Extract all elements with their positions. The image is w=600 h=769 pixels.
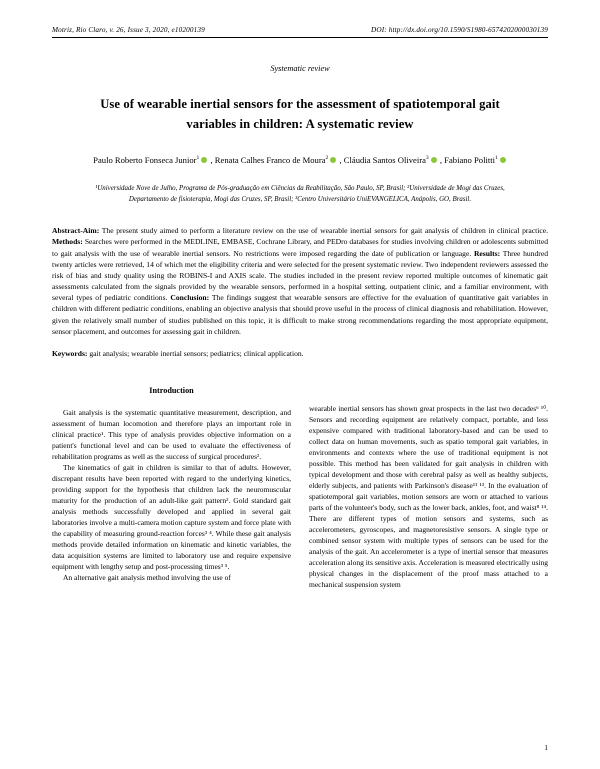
paragraph: An alternative gait analysis method involving the use of (63, 572, 231, 582)
page-number: 1 (544, 743, 548, 752)
page-title: Use of wearable inertial sensors for the assessment of spatiotemporal gait variables in children: A systematic review (100, 97, 500, 131)
author-name[interactable]: Fabiano Politti (444, 155, 496, 166)
header-divider (52, 37, 548, 38)
abstract-results-text: Three hundred twenty articles were retrieved, 14 of which met the eligibility criteria and were selected for the present systematic review. Two independent reviewers assessed the risk of bias and study quality using the ROBINS-I and AXIS scale. The studies included in the present review reported multiple outcomes of kinematic gait assessments calculated from the signals provided by the wearable sensors, performed in a hospital setting, outpatient clinic, and a familiar environment, with several types of pediatric conditions. (52, 248, 549, 303)
paragraph: wearable inertial sensors has shown great prospects in the last two decades⁶ ¹⁰. Sensors and recording equipment are relatively compact, portable, and less expensive compared with traditional laboratory-based and can be used to collect data on human movements, such as spatio temporal gait variables, in environments and contexts where the use of traditional equipment is not possible. This method has been validated for gait analysis in children with typical development and those with cerebral palsy as well as healthy subjects, elderly subjects, and patients with Parkinson's disease¹¹ ¹³. In the evaluation of spatiotemporal gait variables, motion sensors are worn or attached to various parts of the volunteer's body, such as the lower back, ankles, foot, and waist⁸ ¹⁴. There are different types of motion sensors and systems, such as accelerometers, gyroscopes, and magnetoresistive sensors. A single type or combined sensor system with multiple types of sensors can be used for the analysis of the gait. An accelerometer is a type of inertial sensor that measures acceleration along its sensitive axis. Acceleration is measured electrically using physical changes in the displacement of the proof mass attached to a mechanical suspension system (309, 403, 548, 589)
abstract-aim-label: Abstract-Aim: (52, 226, 100, 236)
author-separator-3: , (439, 155, 443, 166)
body-column-right (309, 385, 548, 591)
column-top-spacer (309, 385, 548, 404)
author-name[interactable]: Cláudia Santos Oliveira (343, 155, 426, 166)
abstract (52, 225, 548, 337)
journal-reference: Motriz, Rio Claro, v. 26, Issue 3, 2020, e10200139 (52, 26, 205, 34)
abstract-results-label: Results: (473, 248, 501, 258)
abstract-methods-text: Searches were performed in the MEDLINE, EMBASE, Cochrane Library, and PEDro databases for studies involving children or adolescents submitted to gait analysis with the use of wearable inertial sensors. No restrictions were imposed regarding the date of publication or language. (52, 237, 548, 258)
abstract-conclusion-text: The findings suggest that wearable sensors are effective for the evaluation of quantitative gait variables in children with different pediatric conditions, enabling an objective analysis that should prove useful in the process of clinical diagnosis and rehabilitation. However, given the relatively small number of studies published on this topic, it is difficult to make strong recommendations regarding the most appropriate equipment, sensor placement, and outcomes for assessing gait in children. (52, 293, 549, 336)
keywords (52, 348, 548, 359)
orcid-icon[interactable] (201, 157, 207, 163)
author-separator-2: , (339, 155, 342, 166)
author-name[interactable]: Paulo Roberto Fonseca Junior (93, 155, 197, 166)
author-entry-2 (215, 155, 340, 165)
author-affiliation-marker: 3 (425, 155, 429, 162)
author-entry-4 (444, 155, 507, 165)
affiliations: ¹Universidade Nove de Julho, Programa de Pós-graduação em Ciências da Reabilitação, São Paulo, SP, Brasil; ²Universidade de Mogi das Cruzes, Departamento de fisioterapia, Mogi das Cruzes, SP, Brasil; ³Centro Universitário UniEVANGELICA, Anápolis, GO, Brasil. (95, 184, 505, 204)
body-columns (52, 385, 548, 591)
keywords-label: Keywords: (52, 348, 88, 358)
abstract-conclusion-label: Conclusion: (170, 293, 210, 303)
author-entry-3 (343, 155, 443, 166)
author-name[interactable]: Renata Calhes Franco de Moura (214, 155, 326, 166)
running-head (52, 26, 548, 34)
author-affiliation-marker: 1 (495, 155, 498, 162)
author-list (58, 154, 542, 167)
article-type-label: Systematic review (270, 64, 330, 73)
abstract-methods-label: Methods: (52, 237, 83, 247)
paragraph: The kinematics of gait in children is similar to that of adults. However, discrepant results have been reported with regard to the underlying kinetics, providing support for the hypothesis that children lack the neuromuscular maturity for the production of an adult-like gait pattern². Gold standard gait analysis methods successfully developed and applied in several gait laboratories involve a multi-camera motion capture system and force plate with the capability of measuring ground-reaction forces³ ⁴. While these gait analysis methods provide detailed information on kinematic and kinetic variables, the data acquisition systems are limited to laboratory use and require expensive equipment with lengthy setup and post-processing times³ ⁵. (52, 462, 291, 571)
orcid-icon[interactable] (431, 157, 437, 163)
abstract-aim-text: The present study aimed to perform a literature review on the use of wearable inertial sensors for gait analysis of children in clinical practice. (99, 226, 548, 236)
body-column-left (52, 385, 291, 591)
author-entry-1 (93, 155, 213, 166)
paragraph: Gait analysis is the systematic quantitative measurement, description, and assessment of human locomotion and therefore plays an important role in clinical practice¹. This type of analysis provides objective information on a patient's functional level and can be used to evaluate the effectiveness of rehabilitation programs as well as the success of surgical procedures². (52, 407, 291, 461)
orcid-icon[interactable] (330, 157, 336, 163)
author-separator-1: , (210, 155, 213, 166)
doi-link[interactable]: DOI: http://dx.doi.org/10.1590/S1980-6574202000030139 (371, 26, 548, 34)
author-affiliation-marker: 1 (196, 155, 200, 162)
orcid-icon[interactable] (500, 157, 506, 163)
author-affiliation-marker: 2 (325, 155, 329, 162)
section-heading-introduction: Introduction (149, 385, 194, 395)
keywords-text: gait analysis; wearable inertial sensors; pediatrics; clinical application. (87, 348, 304, 358)
